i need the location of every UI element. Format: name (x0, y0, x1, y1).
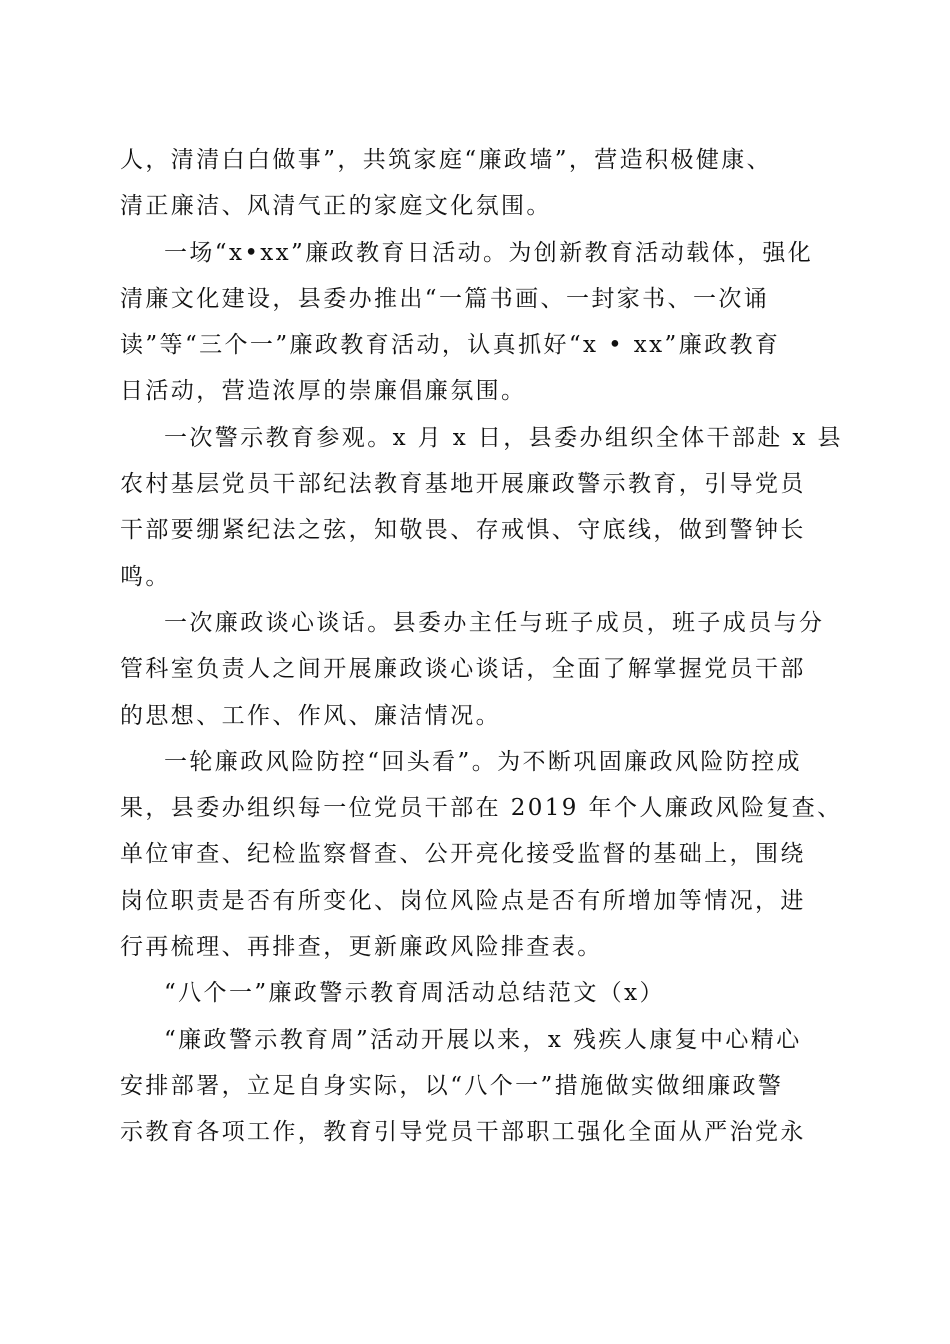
text-line: 农村基层党员干部纪法教育基地开展廉政警示教育，引导党员 (120, 471, 806, 498)
text-line: 干部要绷紧纪法之弦，知敬畏、存戒惧、守底线，做到警钟长 (120, 517, 806, 544)
text-line: 示教育各项工作，教育引导党员干部职工强化全面从严治党永 (120, 1119, 806, 1146)
text-line: 果，县委办组织每一位党员干部在 2019 年个人廉政风险复查、 (120, 795, 843, 822)
text-line: 清正廉洁、风清气正的家庭文化氛围。 (120, 193, 552, 220)
text-line: 岗位职责是否有所变化、岗位风险点是否有所增加等情况，进 (120, 887, 806, 914)
paragraph-start: “廉政警示教育周”活动开展以来，x 残疾人康复中心精心 (164, 1026, 802, 1053)
paragraph-start: 一次警示教育参观。x 月 x 日，县委办组织全体干部赴 x 县 (164, 424, 843, 451)
text-line: 读”等“三个一”廉政教育活动，认真抓好“x • xx”廉政教育 (120, 332, 781, 359)
text-line: 管科室负责人之间开展廉政谈心谈话，全面了解掌握党员干部 (120, 656, 806, 683)
paragraph-start: 一次廉政谈心谈话。县委办主任与班子成员，班子成员与分 (164, 609, 825, 636)
text-line: 鸣。 (120, 563, 171, 590)
paragraph-start: 一场“x•xx”廉政教育日活动。为创新教育活动载体，强化 (164, 239, 814, 266)
text-line: 的思想、工作、作风、廉洁情况。 (120, 702, 501, 729)
section-heading: “八个一”廉政警示教育周活动总结范文（x） (164, 980, 665, 1007)
text-line: 人，清清白白做事”，共筑家庭“廉政墙”，营造积极健康、 (120, 147, 773, 173)
text-line: 安排部署，立足自身实际，以“八个一”措施做实做细廉政警 (120, 1072, 784, 1099)
text-line: 单位审查、纪检监察督查、公开亮化接受监督的基础上，围绕 (120, 841, 806, 868)
document-body (120, 137, 843, 1156)
text-line: 日活动，营造浓厚的崇廉倡廉氛围。 (120, 378, 527, 405)
text-line: 行再梳理、再排查，更新廉政风险排查表。 (120, 934, 603, 961)
paragraph-start: 一轮廉政风险防控“回头看”。为不断巩固廉政风险防控成 (164, 748, 802, 775)
text-line: 清廉文化建设，县委办推出“一篇书画、一封家书、一次诵 (120, 285, 770, 312)
